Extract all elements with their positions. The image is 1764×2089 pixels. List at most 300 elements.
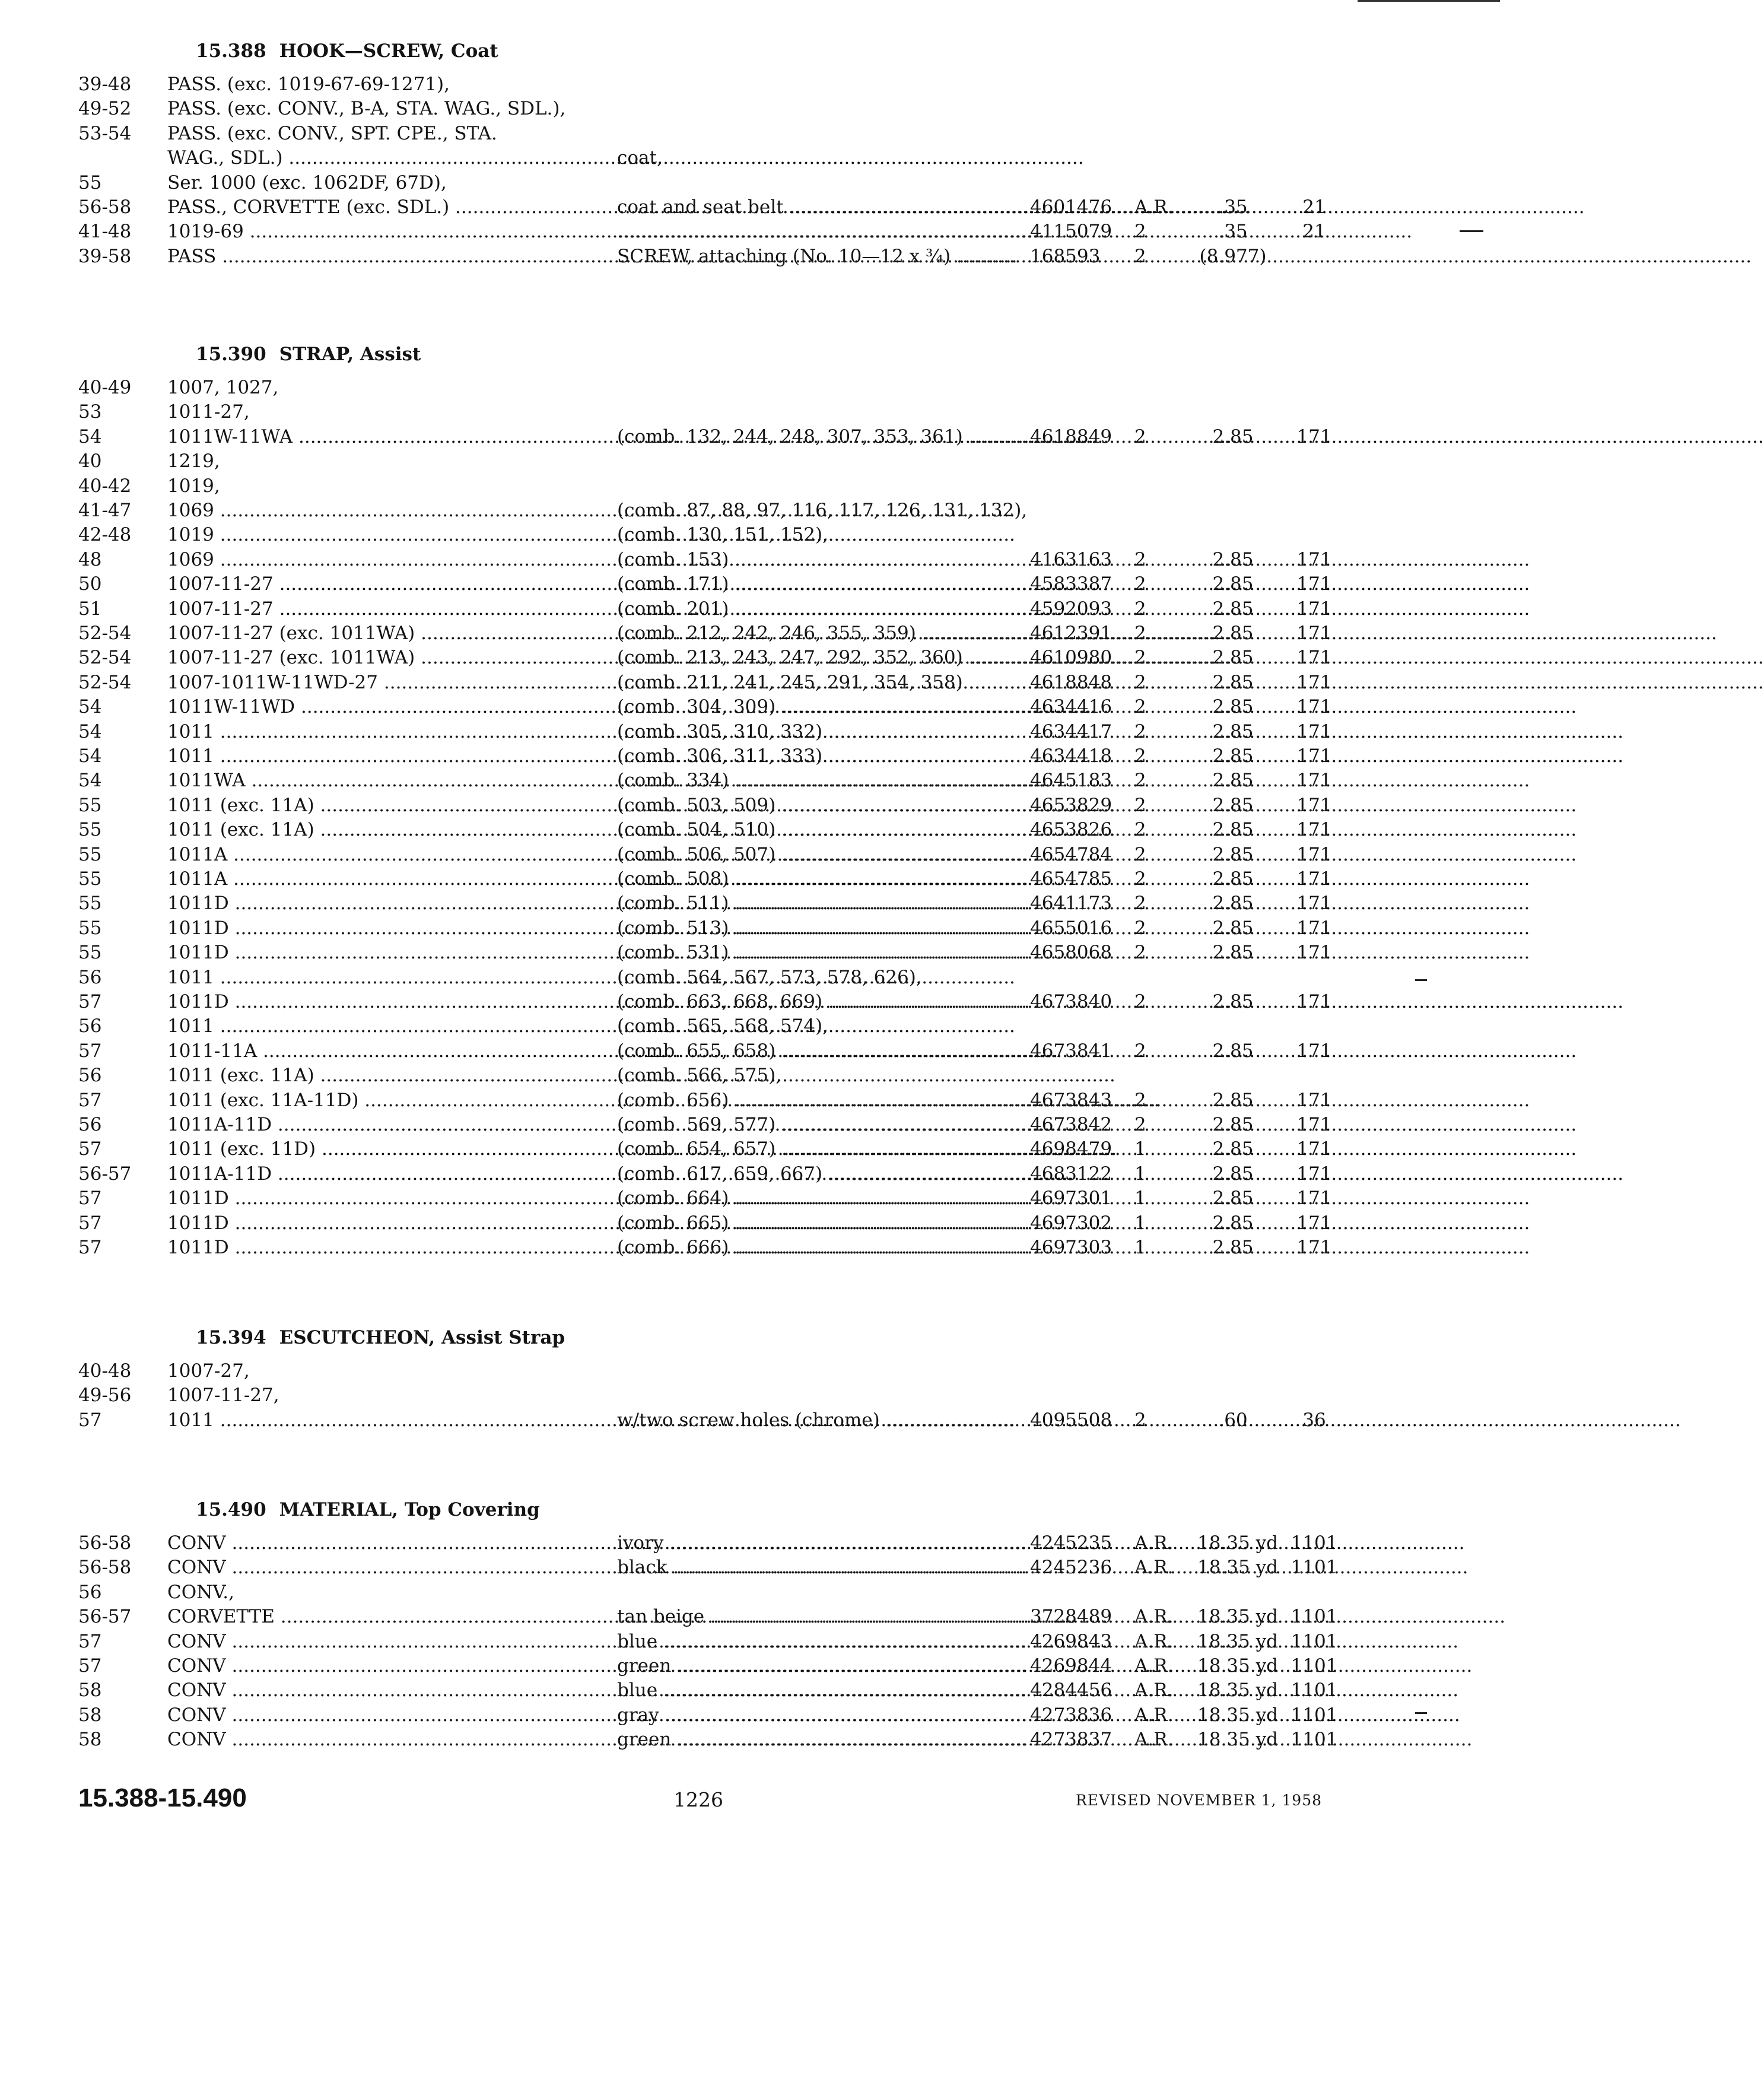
quantity-cell: A.R. bbox=[1134, 1704, 1174, 1726]
section-title bbox=[196, 344, 421, 365]
table-row bbox=[0, 123, 1500, 147]
description-cell: (comb. 87, 88, 97, 116, 117, 126, 131, 132), bbox=[617, 500, 1028, 521]
group-number-cell: 171 bbox=[1296, 844, 1332, 865]
application-cell: PASS. (exc. CONV., SPT. CPE., STA. bbox=[167, 123, 497, 144]
application-cell: PASS., CORVETTE (exc. SDL.) ..... bbox=[167, 196, 553, 218]
group-number-cell: 1101 bbox=[1291, 1655, 1338, 1677]
table-row bbox=[0, 196, 1500, 221]
description-cell: (comb. 506, 507) ..... bbox=[617, 844, 1012, 865]
quantity-cell: 2 bbox=[1134, 893, 1146, 914]
quantity-cell: 2 bbox=[1134, 1114, 1146, 1135]
table-row bbox=[0, 721, 1500, 745]
model-year-cell: 57 bbox=[78, 1138, 102, 1160]
part-number-cell: 4634418 bbox=[1030, 745, 1113, 767]
price-cell: 2.85 bbox=[1212, 672, 1254, 693]
table-row bbox=[0, 500, 1500, 524]
model-year-cell: 56-58 bbox=[78, 1532, 132, 1554]
group-number-cell: 171 bbox=[1296, 1090, 1332, 1111]
model-year-cell: 52-54 bbox=[78, 623, 132, 644]
table-row bbox=[0, 1065, 1500, 1089]
application-cell: 1011A-11D ..... bbox=[167, 1114, 553, 1135]
description-cell: (comb. 508) ..... bbox=[617, 868, 1012, 890]
price-cell: 2.85 bbox=[1212, 819, 1254, 840]
application-cell: 1011A ..... bbox=[167, 844, 553, 865]
application-cell: 1011WA ..... bbox=[167, 770, 553, 791]
group-number-cell: 21 bbox=[1302, 196, 1326, 218]
footer-revised-date: REVISED NOVEMBER 1, 1958 bbox=[1076, 1792, 1323, 1809]
application-cell: 1011 (exc. 11A) ..... bbox=[167, 1065, 553, 1086]
model-year-cell: 40-42 bbox=[78, 475, 132, 497]
table-row bbox=[0, 1631, 1500, 1655]
price-cell: 18.35 yd bbox=[1197, 1631, 1278, 1652]
model-year-cell: 39-48 bbox=[78, 74, 132, 95]
part-number-cell: 4655016 bbox=[1030, 917, 1113, 939]
quantity-cell: A.R. bbox=[1134, 1680, 1174, 1701]
group-number-cell: 171 bbox=[1296, 696, 1332, 718]
model-year-cell: 57 bbox=[78, 991, 102, 1012]
description-cell: (comb. 531) ..... bbox=[617, 942, 1012, 963]
table-row bbox=[0, 1729, 1500, 1753]
application-cell: 1011D ..... bbox=[167, 1188, 553, 1209]
price-cell: 2.85 bbox=[1212, 917, 1254, 939]
part-number-cell: 4697303 bbox=[1030, 1237, 1113, 1258]
part-number-cell: 4269844 bbox=[1030, 1655, 1113, 1677]
model-year-cell: 55 bbox=[78, 942, 102, 963]
part-number-cell: 4673841 bbox=[1030, 1040, 1113, 1062]
model-year-cell: 54 bbox=[78, 696, 102, 718]
model-year-cell: 57 bbox=[78, 1655, 102, 1677]
model-year-cell: 56 bbox=[78, 1065, 102, 1086]
section-title bbox=[196, 1327, 565, 1348]
application-cell: 1007-11-27 ..... bbox=[167, 573, 553, 595]
application-cell: 1219, bbox=[167, 450, 220, 472]
table-row bbox=[0, 172, 1500, 196]
application-cell: 1007-11-27 (exc. 1011WA) ..... bbox=[167, 623, 553, 644]
model-year-cell: 56 bbox=[78, 1582, 102, 1603]
group-number-cell: 171 bbox=[1296, 942, 1332, 963]
description-cell: (comb. 334) ..... bbox=[617, 770, 1012, 791]
table-row bbox=[0, 598, 1500, 623]
quantity-cell: 2 bbox=[1134, 1040, 1146, 1062]
application-cell: 1007-11-27 (exc. 1011WA) ..... bbox=[167, 647, 553, 668]
price-cell: .60 bbox=[1218, 1409, 1248, 1431]
description-cell: (comb. 655, 658) ..... bbox=[617, 1040, 1012, 1062]
price-cell: 2.85 bbox=[1212, 598, 1254, 620]
description-cell: (comb. 171) ..... bbox=[617, 573, 1012, 595]
description-cell: (comb. 304, 309) ..... bbox=[617, 696, 1012, 718]
quantity-cell: 2 bbox=[1134, 623, 1146, 644]
part-number-cell: 4610980 bbox=[1030, 647, 1113, 668]
quantity-cell: A.R. bbox=[1134, 1557, 1174, 1578]
part-number-cell: 4654784 bbox=[1030, 844, 1113, 865]
description-cell: (comb. 503, 509) ..... bbox=[617, 795, 1012, 816]
section-code: 15.388 bbox=[196, 40, 266, 62]
price-cell: 2.85 bbox=[1212, 795, 1254, 816]
model-year-cell: 56 bbox=[78, 1114, 102, 1135]
model-year-cell: 53 bbox=[78, 401, 102, 423]
application-cell: 1011 ..... bbox=[167, 1409, 553, 1431]
application-cell: WAG., SDL.) ..... bbox=[167, 147, 553, 169]
table-row bbox=[0, 1704, 1500, 1729]
model-year-cell: 54 bbox=[78, 770, 102, 791]
part-number-cell: 4653829 bbox=[1030, 795, 1113, 816]
model-year-cell: 55 bbox=[78, 893, 102, 914]
section-title bbox=[196, 40, 498, 62]
description-cell: blue ..... bbox=[617, 1680, 1012, 1701]
application-cell: CONV., bbox=[167, 1582, 234, 1603]
model-year-cell: 50 bbox=[78, 573, 102, 595]
section-name: HOOK—SCREW, Coat bbox=[279, 40, 498, 62]
table-row bbox=[0, 377, 1500, 401]
price-cell: 2.85 bbox=[1212, 1114, 1254, 1135]
application-cell: 1007, 1027, bbox=[167, 377, 279, 398]
model-year-cell: 54 bbox=[78, 745, 102, 767]
application-cell: 1019, bbox=[167, 475, 220, 497]
table-row bbox=[0, 246, 1500, 270]
model-year-cell: 42-48 bbox=[78, 524, 132, 545]
part-number-cell: 4654785 bbox=[1030, 868, 1113, 890]
model-year-cell: 57 bbox=[78, 1090, 102, 1111]
page-footer bbox=[0, 1783, 1500, 1813]
table-row bbox=[0, 450, 1500, 475]
quantity-cell: 2 bbox=[1134, 942, 1146, 963]
table-row bbox=[0, 98, 1500, 122]
quantity-cell: 1 bbox=[1134, 1138, 1146, 1160]
table-row bbox=[0, 1557, 1500, 1581]
part-number-cell: 4163163 bbox=[1030, 549, 1113, 570]
description-cell: (comb. 663, 668, 669) ..... bbox=[617, 991, 1012, 1012]
table-row bbox=[0, 868, 1500, 893]
application-cell: 1069 ..... bbox=[167, 549, 553, 570]
application-cell: 1007-1011W-11WD-27 ..... bbox=[167, 672, 553, 693]
table-row bbox=[0, 672, 1500, 696]
table-row bbox=[0, 1360, 1500, 1385]
part-number-cell: 3728489 bbox=[1030, 1606, 1113, 1627]
application-cell: CONV ..... bbox=[167, 1532, 553, 1554]
table-row bbox=[0, 1655, 1500, 1680]
quantity-cell: 2 bbox=[1134, 221, 1146, 242]
model-year-cell: 52-54 bbox=[78, 672, 132, 693]
description-cell: green ..... bbox=[617, 1729, 1012, 1750]
price-cell: 18.35 yd bbox=[1197, 1729, 1278, 1750]
table-row bbox=[0, 401, 1500, 426]
part-number-cell: 4673840 bbox=[1030, 991, 1113, 1012]
description-cell bbox=[617, 221, 1012, 242]
price-cell: 2.85 bbox=[1212, 942, 1254, 963]
application-cell: 1011D ..... bbox=[167, 991, 553, 1012]
model-year-cell: 49-56 bbox=[78, 1385, 132, 1406]
table-row bbox=[0, 623, 1500, 647]
group-number-cell: 171 bbox=[1296, 991, 1332, 1012]
model-year-cell: 56-57 bbox=[78, 1163, 132, 1185]
model-year-cell: 57 bbox=[78, 1212, 102, 1234]
quantity-cell: A.R. bbox=[1134, 1532, 1174, 1554]
group-number-cell: 1101 bbox=[1291, 1704, 1338, 1726]
part-number-cell: 4697302 bbox=[1030, 1212, 1113, 1234]
model-year-cell: 40-49 bbox=[78, 377, 132, 398]
application-cell: 1019 ..... bbox=[167, 524, 553, 545]
model-year-cell: 55 bbox=[78, 844, 102, 865]
description-cell: (comb. 665) ..... bbox=[617, 1212, 1012, 1234]
quantity-cell: 2 bbox=[1134, 672, 1146, 693]
description-cell: (comb. 201) ..... bbox=[617, 598, 1012, 620]
application-cell: 1011D ..... bbox=[167, 942, 553, 963]
model-year-cell: 57 bbox=[78, 1631, 102, 1652]
group-number-cell: 21 bbox=[1302, 221, 1326, 242]
description-cell: (comb. 666) ..... bbox=[617, 1237, 1012, 1258]
price-cell: 2.85 bbox=[1212, 1163, 1254, 1185]
table-row bbox=[0, 1606, 1500, 1630]
application-cell: CONV ..... bbox=[167, 1655, 553, 1677]
group-number-cell: 1101 bbox=[1291, 1631, 1338, 1652]
model-year-cell: 56 bbox=[78, 967, 102, 988]
quantity-cell: A.R. bbox=[1134, 1655, 1174, 1677]
application-cell: 1011A ..... bbox=[167, 868, 553, 890]
price-cell: 18.35 yd bbox=[1197, 1606, 1278, 1627]
table-row bbox=[0, 221, 1500, 245]
table-row bbox=[0, 147, 1500, 172]
part-number-cell: 4115079 bbox=[1030, 221, 1113, 242]
model-year-cell: 51 bbox=[78, 598, 102, 620]
model-year-cell: 58 bbox=[78, 1729, 102, 1750]
part-number-cell: 4618848 bbox=[1030, 672, 1113, 693]
table-row bbox=[0, 1212, 1500, 1237]
application-cell: 1007-11-27 ..... bbox=[167, 598, 553, 620]
table-row bbox=[0, 1680, 1500, 1704]
price-cell: 2.85 bbox=[1212, 1212, 1254, 1234]
description-cell: (comb. 664) ..... bbox=[617, 1188, 1012, 1209]
application-cell: 1011 ..... bbox=[167, 967, 553, 988]
price-cell: 2.85 bbox=[1212, 647, 1254, 668]
model-year-cell: 56-58 bbox=[78, 1557, 132, 1578]
application-cell: 1011 (exc. 11D) ..... bbox=[167, 1138, 553, 1160]
table-row bbox=[0, 475, 1500, 500]
description-cell: (comb. 132, 244, 248, 307, 353, 361) ..... bbox=[617, 426, 1012, 447]
price-cell: 2.85 bbox=[1212, 721, 1254, 742]
price-cell: 2.85 bbox=[1212, 770, 1254, 791]
description-cell: tan beige ..... bbox=[617, 1606, 1012, 1627]
description-cell: ivory ..... bbox=[617, 1532, 1012, 1554]
table-row bbox=[0, 1385, 1500, 1409]
description-cell: (comb. 213, 243, 247, 292, 352, 360) ..... bbox=[617, 647, 1012, 668]
model-year-cell: 55 bbox=[78, 819, 102, 840]
application-cell: 1011 ..... bbox=[167, 745, 553, 767]
description-cell: (comb. 654, 657) ..... bbox=[617, 1138, 1012, 1160]
table-row bbox=[0, 770, 1500, 794]
group-number-cell: 171 bbox=[1296, 426, 1332, 447]
price-cell: 2.85 bbox=[1212, 844, 1254, 865]
table-row bbox=[0, 1138, 1500, 1163]
table-row bbox=[0, 1532, 1500, 1557]
model-year-cell: 57 bbox=[78, 1237, 102, 1258]
quantity-cell: A.R. bbox=[1134, 1729, 1174, 1750]
part-number-cell: 4095508 bbox=[1030, 1409, 1113, 1431]
part-number-cell: 4269843 bbox=[1030, 1631, 1113, 1652]
description-cell: green ..... bbox=[617, 1655, 1012, 1677]
table-row bbox=[0, 426, 1500, 450]
quantity-cell: A.R. bbox=[1134, 196, 1174, 218]
part-number-cell: 4245235 bbox=[1030, 1532, 1113, 1554]
quantity-cell: 2 bbox=[1134, 868, 1146, 890]
application-cell: 1011D ..... bbox=[167, 917, 553, 939]
model-year-cell: 58 bbox=[78, 1704, 102, 1726]
application-cell: 1011-27, bbox=[167, 401, 250, 423]
price-cell: 2.85 bbox=[1212, 868, 1254, 890]
description-cell: coat, bbox=[617, 147, 663, 169]
table-row bbox=[0, 942, 1500, 966]
group-number-cell: 1101 bbox=[1291, 1606, 1338, 1627]
section-name: ESCUTCHEON, Assist Strap bbox=[279, 1327, 565, 1348]
part-number-cell: 4673842 bbox=[1030, 1114, 1113, 1135]
group-number-cell: 171 bbox=[1296, 795, 1332, 816]
price-cell: 2.85 bbox=[1212, 549, 1254, 570]
table-row bbox=[0, 967, 1500, 991]
quantity-cell: 2 bbox=[1134, 770, 1146, 791]
table-row bbox=[0, 1188, 1500, 1212]
price-cell: .35 bbox=[1218, 221, 1248, 242]
application-cell: PASS. (exc. CONV., B-A, STA. WAG., SDL.), bbox=[167, 98, 566, 119]
quantity-cell: 2 bbox=[1134, 917, 1146, 939]
table-row bbox=[0, 696, 1500, 720]
section-name: STRAP, Assist bbox=[279, 344, 421, 365]
description-cell: (comb. 305, 310, 332) ..... bbox=[617, 721, 1012, 742]
group-number-cell: 171 bbox=[1296, 672, 1332, 693]
group-number-cell: 171 bbox=[1296, 893, 1332, 914]
application-cell: 1011D ..... bbox=[167, 1212, 553, 1234]
description-cell: (comb. 153) ..... bbox=[617, 549, 1012, 570]
application-cell: 1011-11A ..... bbox=[167, 1040, 553, 1062]
table-row bbox=[0, 893, 1500, 917]
group-number-cell: 1101 bbox=[1291, 1557, 1338, 1578]
description-cell: SCREW, attaching (No. 10—12 x ¾) ..... bbox=[617, 246, 1012, 267]
description-cell: w/two screw holes (chrome) ..... bbox=[617, 1409, 1012, 1431]
quantity-cell: 2 bbox=[1134, 426, 1146, 447]
part-number-cell: 4583387 bbox=[1030, 573, 1113, 595]
application-cell: CORVETTE ..... bbox=[167, 1606, 553, 1627]
part-number-cell: 4634417 bbox=[1030, 721, 1113, 742]
quantity-cell: 1 bbox=[1134, 1188, 1146, 1209]
quantity-cell: 2 bbox=[1134, 844, 1146, 865]
table-row bbox=[0, 844, 1500, 868]
quantity-cell: 1 bbox=[1134, 1212, 1146, 1234]
description-cell: (comb. 569, 577) ..... bbox=[617, 1114, 1012, 1135]
quantity-cell: 2 bbox=[1134, 1090, 1146, 1111]
part-number-cell: 4634416 bbox=[1030, 696, 1113, 718]
application-cell: 1011A-11D ..... bbox=[167, 1163, 553, 1185]
application-cell: 1011D ..... bbox=[167, 893, 553, 914]
group-number-cell: 171 bbox=[1296, 868, 1332, 890]
model-year-cell: 39-58 bbox=[78, 246, 132, 267]
part-number-cell: 4673843 bbox=[1030, 1090, 1113, 1111]
price-cell: 18.35 yd bbox=[1197, 1532, 1278, 1554]
quantity-cell: 2 bbox=[1134, 598, 1146, 620]
table-row bbox=[0, 1163, 1500, 1188]
application-cell: CONV ..... bbox=[167, 1680, 553, 1701]
application-cell: PASS. (exc. 1019-67-69-1271), bbox=[167, 74, 450, 95]
description-cell: (comb. 211, 241, 245, 291, 354, 358) ..... bbox=[617, 672, 1012, 693]
application-cell: 1007-11-27, bbox=[167, 1385, 279, 1406]
part-number-cell: 4658068 bbox=[1030, 942, 1113, 963]
table-row bbox=[0, 1114, 1500, 1138]
table-row bbox=[0, 1409, 1500, 1434]
table-row bbox=[0, 647, 1500, 671]
part-number-cell: 4273836 bbox=[1030, 1704, 1113, 1726]
description-cell: (comb. 617, 659, 667) ..... bbox=[617, 1163, 1012, 1185]
quantity-cell: 2 bbox=[1134, 819, 1146, 840]
group-number-cell: 171 bbox=[1296, 721, 1332, 742]
quantity-cell: 2 bbox=[1134, 991, 1146, 1012]
application-cell: CONV ..... bbox=[167, 1704, 553, 1726]
price-cell: 2.85 bbox=[1212, 696, 1254, 718]
table-row bbox=[0, 549, 1500, 573]
footer-page-number: 1226 bbox=[673, 1788, 723, 1811]
quantity-cell: 2 bbox=[1134, 549, 1146, 570]
model-year-cell: 57 bbox=[78, 1040, 102, 1062]
price-cell: 2.85 bbox=[1212, 1188, 1254, 1209]
section-code: 15.394 bbox=[196, 1327, 266, 1348]
quantity-cell: 1 bbox=[1134, 1237, 1146, 1258]
quantity-cell: 1 bbox=[1134, 1163, 1146, 1185]
price-cell: 2.85 bbox=[1212, 893, 1254, 914]
application-cell: 1011D ..... bbox=[167, 1237, 553, 1258]
price-cell: 18.35 yd bbox=[1197, 1557, 1278, 1578]
part-number-cell: 4612391 bbox=[1030, 623, 1113, 644]
table-row bbox=[0, 1040, 1500, 1065]
part-number-cell: 4592093 bbox=[1030, 598, 1113, 620]
application-cell: 1011 (exc. 11A-11D) ..... bbox=[167, 1090, 553, 1111]
description-cell: black ..... bbox=[617, 1557, 1012, 1578]
group-number-cell: 171 bbox=[1296, 1212, 1332, 1234]
part-number-cell: 4618849 bbox=[1030, 426, 1113, 447]
part-number-cell: 4698479 bbox=[1030, 1138, 1113, 1160]
application-cell: CONV ..... bbox=[167, 1631, 553, 1652]
section-name: MATERIAL, Top Covering bbox=[279, 1499, 540, 1520]
model-year-cell: 52-54 bbox=[78, 647, 132, 668]
group-number-cell: 171 bbox=[1296, 1040, 1332, 1062]
quantity-cell: 2 bbox=[1134, 721, 1146, 742]
table-row bbox=[0, 573, 1500, 598]
description-cell: blue ..... bbox=[617, 1631, 1012, 1652]
description-cell: coat and seat belt ..... bbox=[617, 196, 1012, 218]
price-cell: 2.85 bbox=[1212, 1040, 1254, 1062]
price-cell: 18.35 yd bbox=[1197, 1655, 1278, 1677]
model-year-cell: 56 bbox=[78, 1015, 102, 1037]
model-year-cell: 54 bbox=[78, 426, 102, 447]
part-number-cell: 4601476 bbox=[1030, 196, 1113, 218]
application-cell: 1011 ..... bbox=[167, 721, 553, 742]
table-row bbox=[0, 917, 1500, 942]
group-number-cell: 171 bbox=[1296, 623, 1332, 644]
group-number-cell: 171 bbox=[1296, 819, 1332, 840]
application-cell: CONV ..... bbox=[167, 1557, 553, 1578]
table-row bbox=[0, 1237, 1500, 1261]
price-cell: 2.85 bbox=[1212, 745, 1254, 767]
table-row bbox=[0, 74, 1500, 98]
description-cell: (comb. 306, 311, 333) ..... bbox=[617, 745, 1012, 767]
price-cell: .35 bbox=[1218, 196, 1248, 218]
part-number-cell: 4284456 bbox=[1030, 1680, 1113, 1701]
price-cell: 2.85 bbox=[1212, 1138, 1254, 1160]
part-number-cell: 4653826 bbox=[1030, 819, 1113, 840]
model-year-cell: 41-48 bbox=[78, 221, 132, 242]
price-cell: 18.35 yd bbox=[1197, 1680, 1278, 1701]
price-cell: 2.85 bbox=[1212, 991, 1254, 1012]
group-number-cell: 171 bbox=[1296, 917, 1332, 939]
top-rule bbox=[1358, 0, 1500, 2]
model-year-cell: 55 bbox=[78, 795, 102, 816]
model-year-cell: 41-47 bbox=[78, 500, 132, 521]
model-year-cell: 57 bbox=[78, 1409, 102, 1431]
